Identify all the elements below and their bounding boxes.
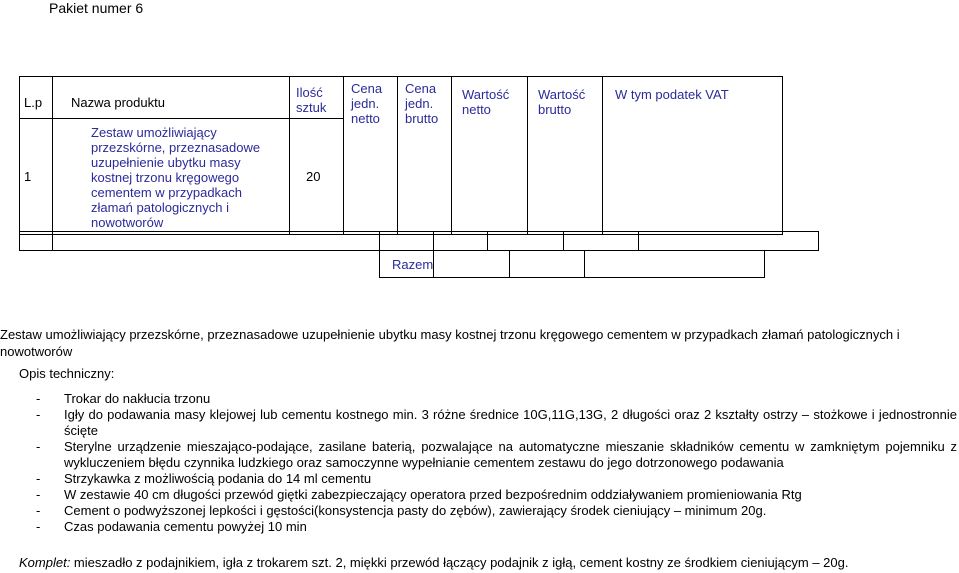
description-intro: Zestaw umożliwiający przezskórne, przeznasadowe uzupełnienie ubytku masy kostnej trzonu kręgowego cementem w przypadkach złamań patologicznych i nowotworów [0, 327, 900, 359]
list-item: - Czas podawania cementu powyżej 10 min [36, 519, 307, 534]
komplet-label: Komplet: [19, 555, 71, 570]
list-item: - Strzykawka z możliwością podania do 14 ml cementu [36, 471, 372, 486]
sum-label: Razem [380, 251, 434, 278]
header-unit-net: Cena jedn. netto [344, 77, 398, 235]
header-lp: L.p [20, 77, 53, 119]
list-item: - W zestawie 40 cm długości przewód giętki zabezpieczający operatora przed bezpośrednim oddziaływaniem promieniowania Rtg [36, 487, 802, 502]
header-name: Nazwa produktu [53, 77, 290, 119]
header-value-gross: Wartość brutto [528, 77, 603, 235]
product-table [19, 76, 783, 235]
sum-row-top [19, 231, 819, 251]
table-header-row [20, 77, 783, 119]
list-item: - Cement o podwyższonej lepkości i gęstości(konsystencja pasty do zębów), zawierający środek cieniujący – minimum 20g. [36, 503, 767, 518]
list-item: - Sterylne urządzenie mieszająco-podające, zasilane baterią, pozwalające na automatyczne mieszanie składników cementu w zamkniętym pojemniku z wykluczeniem błędu czynnika ludzkiego oraz samoczynne wypełnianie cementem zestawu do jego dotrzonowego podawania [36, 439, 957, 470]
list-item: - Igły do podawania masy klejowej lub cementu kostnego min. 3 różne średnice 10G,11G,13G, 2 długości oraz 2 kształty ostrzy – stożkowe i jednostronnie ścięte [36, 407, 957, 438]
header-value-net: Wartość netto [452, 77, 528, 235]
komplet-note [19, 555, 848, 570]
row-qty: 20 [290, 119, 344, 235]
spec-list [19, 391, 957, 535]
row-name: Zestaw umożliwiający przezskórne, przeznasadowe uzupełnienie ubytku masy kostnej trzonu kręgowego cementem w przypadkach złamań patologicznych i nowotworów [53, 119, 290, 235]
package-title: Pakiet numer 6 [49, 0, 144, 16]
list-item: - Trokar do nakłucia trzonu [36, 391, 211, 406]
row-lp: 1 [20, 119, 53, 235]
komplet-text: mieszadło z podajnikiem, igła z trokarem szt. 2, miękki przewód łączący podajnik z igłą, cement kostny ze środkiem cieniującym – 20g. [70, 555, 849, 570]
header-qty: Ilość sztuk [290, 77, 344, 119]
header-unit-gross: Cena jedn. brutto [398, 77, 452, 235]
header-vat: W tym podatek VAT [603, 77, 783, 235]
spec-label: Opis techniczny: [19, 366, 115, 381]
sum-row [379, 250, 765, 278]
